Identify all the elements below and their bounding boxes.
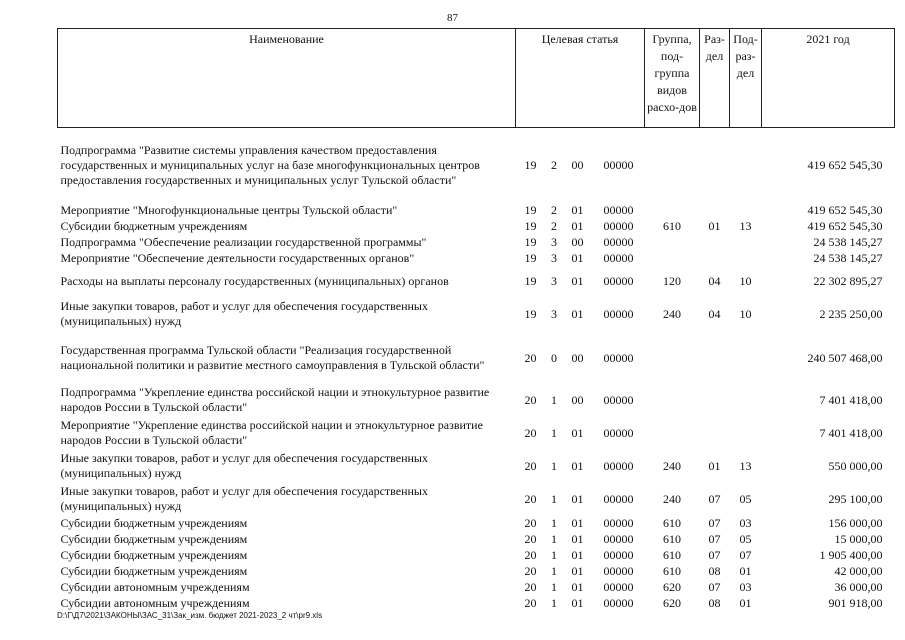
table-row (58, 333, 895, 384)
section-code: 07 (708, 491, 721, 506)
target-measure-code: 01 (571, 251, 584, 265)
amount-2021: 22 302 895,27 (813, 273, 883, 288)
target-subprogram-code: 3 (551, 235, 557, 249)
subsection-code: 03 (739, 516, 752, 530)
target-program-code: 20 (524, 564, 537, 578)
row-name: Субсидии автономным учреждениям (60, 580, 250, 594)
target-direction-code: 00000 (603, 392, 634, 407)
row-name: Иные закупки товаров, работ и услуг для обеспечения государственных (муниципальных) нужд (60, 451, 428, 480)
subsection-code (730, 251, 762, 267)
amount-2021: 295 100,00 (828, 491, 883, 506)
target-direction-code: 00000 (603, 157, 634, 172)
amount-2021: 419 652 545,30 (807, 203, 883, 217)
target-measure-code: 00 (571, 235, 584, 249)
page-number: 87 (447, 12, 458, 24)
row-name: Субсидии бюджетным учреждениям (60, 564, 248, 578)
target-subprogram-code: 1 (551, 548, 557, 562)
amount-2021: 156 000,00 (828, 516, 883, 530)
amount-2021: 7 401 418,00 (819, 392, 883, 407)
target-subprogram-code: 1 (551, 532, 557, 546)
target-subprogram-code: 2 (551, 157, 557, 172)
table-row (58, 596, 895, 612)
section-code (700, 384, 730, 417)
subsection-code: 13 (739, 219, 752, 233)
target-measure-code: 01 (571, 564, 584, 578)
subsection-code (730, 417, 762, 450)
target-direction-code: 00000 (603, 548, 634, 562)
subsection-code: 05 (739, 532, 752, 546)
target-direction-code: 00000 (603, 458, 634, 473)
amount-2021: 15 000,00 (834, 532, 883, 546)
target-program-code: 19 (524, 273, 537, 288)
amount-2021: 7 401 418,00 (819, 425, 883, 440)
amount-2021: 240 507 468,00 (807, 350, 883, 365)
target-direction-code: 00000 (603, 251, 634, 265)
row-name: Подпрограмма "Обеспечение реализации государственной программы" (60, 235, 427, 249)
table-row (58, 384, 895, 417)
section-code: 08 (708, 596, 721, 610)
expense-group-code: 240 (663, 458, 682, 473)
target-program-code: 20 (524, 392, 537, 407)
expense-group-code (645, 333, 700, 384)
amount-2021: 419 652 545,30 (807, 219, 883, 233)
target-program-code: 20 (524, 532, 537, 546)
section-code: 01 (708, 219, 721, 233)
section-code (700, 235, 730, 251)
target-measure-code: 00 (571, 350, 584, 365)
subsection-code: 10 (739, 273, 752, 288)
target-measure-code: 01 (571, 425, 584, 440)
subsection-code: 03 (739, 580, 752, 594)
target-program-code: 20 (524, 350, 537, 365)
table-row (58, 450, 895, 483)
table-row (58, 251, 895, 267)
table-row (58, 417, 895, 450)
row-name: Субсидии бюджетным учреждениям (60, 548, 248, 562)
target-direction-code: 00000 (603, 235, 634, 249)
row-name: Иные закупки товаров, работ и услуг для обеспечения государственных (муниципальных) нужд (60, 299, 428, 328)
table-row (58, 203, 895, 219)
row-name: Субсидии бюджетным учреждениям (60, 219, 248, 233)
subsection-code (730, 235, 762, 251)
target-direction-code: 00000 (603, 596, 634, 610)
table-row (58, 580, 895, 596)
row-name: Подпрограмма "Укрепление единства российской нации и этнокультурное развитие народов России в Тульской области" (60, 385, 490, 414)
expense-group-code: 240 (663, 306, 682, 321)
target-subprogram-code: 1 (551, 458, 557, 473)
target-measure-code: 01 (571, 516, 584, 530)
section-code: 07 (708, 548, 721, 562)
target-direction-code: 00000 (603, 491, 634, 506)
expense-group-code (645, 417, 700, 450)
expense-group-code: 120 (663, 273, 682, 288)
row-name: Мероприятие "Укрепление единства российской нации и этнокультурное развитие народов России в Тульской области" (60, 418, 483, 447)
table-header-row (58, 29, 895, 128)
row-name: Подпрограмма "Развитие системы управления качеством предоставления государственных и муниципальных услуг на базе многофункциональных центров предоставления государственных и муниципальных услуг Тульской области" (60, 142, 480, 187)
subsection-code: 10 (739, 306, 752, 321)
target-measure-code: 01 (571, 219, 584, 233)
expense-group-code (645, 384, 700, 417)
section-code (700, 203, 730, 219)
row-name: Расходы на выплаты персоналу государственных (муниципальных) органов (60, 273, 449, 288)
header-name: Наименование (58, 29, 516, 128)
target-measure-code: 01 (571, 491, 584, 506)
subsection-code (730, 333, 762, 384)
budget-table (57, 28, 895, 612)
target-direction-code: 00000 (603, 516, 634, 530)
row-name: Субсидии бюджетным учреждениям (60, 516, 248, 530)
target-subprogram-code: 1 (551, 516, 557, 530)
target-program-code: 20 (524, 425, 537, 440)
target-subprogram-code: 1 (551, 491, 557, 506)
expense-group-code: 610 (663, 548, 682, 562)
target-subprogram-code: 1 (551, 564, 557, 578)
target-program-code: 20 (524, 458, 537, 473)
subsection-code: 05 (739, 491, 752, 506)
target-subprogram-code: 3 (551, 251, 557, 265)
target-subprogram-code: 3 (551, 306, 557, 321)
table-row (58, 532, 895, 548)
target-program-code: 19 (524, 251, 537, 265)
target-program-code: 19 (524, 157, 537, 172)
target-program-code: 20 (524, 596, 537, 610)
target-measure-code: 00 (571, 157, 584, 172)
target-subprogram-code: 1 (551, 425, 557, 440)
target-direction-code: 00000 (603, 425, 634, 440)
section-code (700, 333, 730, 384)
target-direction-code: 00000 (603, 532, 634, 546)
expense-group-code (645, 203, 700, 219)
target-measure-code: 01 (571, 273, 584, 288)
amount-2021: 2 235 250,00 (819, 306, 883, 321)
amount-2021: 24 538 145,27 (813, 235, 883, 249)
section-code: 07 (708, 532, 721, 546)
target-direction-code: 00000 (603, 306, 634, 321)
target-program-code: 19 (524, 203, 537, 217)
expense-group-code: 620 (663, 596, 682, 610)
target-subprogram-code: 1 (551, 580, 557, 594)
amount-2021: 901 918,00 (828, 596, 883, 610)
header-section: Раз-дел (700, 29, 730, 128)
table-row (58, 564, 895, 580)
file-path-footer: D:\Г\Д7\2021\ЗАКОНЫ\ЗАС_31\Зак_изм. бюджет 2021-2023_2 чт\pr9.xls (57, 611, 323, 620)
target-program-code: 20 (524, 580, 537, 594)
subsection-code: 01 (739, 596, 752, 610)
row-name: Субсидии бюджетным учреждениям (60, 532, 248, 546)
subsection-code (730, 384, 762, 417)
table-row (58, 483, 895, 516)
target-subprogram-code: 1 (551, 596, 557, 610)
target-program-code: 20 (524, 516, 537, 530)
row-name: Государственная программа Тульской области "Реализация государственной национальной политики и развитие местного самоуправления в Тульской области" (60, 343, 485, 372)
row-name: Мероприятие "Многофункциональные центры Тульской области" (60, 203, 398, 217)
target-direction-code: 00000 (603, 350, 634, 365)
subsection-code: 13 (739, 458, 752, 473)
table-row (58, 235, 895, 251)
header-year: 2021 год (762, 29, 895, 128)
target-program-code: 20 (524, 491, 537, 506)
target-subprogram-code: 2 (551, 203, 557, 217)
target-measure-code: 01 (571, 306, 584, 321)
table-row (58, 219, 895, 235)
subsection-code: 07 (739, 548, 752, 562)
target-subprogram-code: 1 (551, 392, 557, 407)
header-expense-group: Группа, под-группа видов расхо-дов (645, 29, 700, 128)
section-code: 08 (708, 564, 721, 578)
subsection-code (730, 203, 762, 219)
expense-group-code: 610 (663, 219, 682, 233)
target-subprogram-code: 3 (551, 273, 557, 288)
expense-group-code: 610 (663, 516, 682, 530)
target-subprogram-code: 0 (551, 350, 557, 365)
expense-group-code: 620 (663, 580, 682, 594)
amount-2021: 1 905 400,00 (819, 548, 883, 562)
target-measure-code: 01 (571, 548, 584, 562)
table-row (58, 516, 895, 532)
target-measure-code: 01 (571, 580, 584, 594)
target-direction-code: 00000 (603, 203, 634, 217)
expense-group-code (645, 251, 700, 267)
header-target-article: Целевая статья (516, 29, 645, 128)
target-direction-code: 00000 (603, 219, 634, 233)
expense-group-code (645, 128, 700, 203)
expense-group-code: 610 (663, 532, 682, 546)
target-measure-code: 00 (571, 392, 584, 407)
row-name: Иные закупки товаров, работ и услуг для обеспечения государственных (муниципальных) нужд (60, 484, 428, 513)
section-code: 01 (708, 458, 721, 473)
target-direction-code: 00000 (603, 580, 634, 594)
subsection-code (730, 128, 762, 203)
target-program-code: 19 (524, 306, 537, 321)
target-subprogram-code: 2 (551, 219, 557, 233)
expense-group-code: 240 (663, 491, 682, 506)
section-code: 07 (708, 516, 721, 530)
section-code (700, 417, 730, 450)
section-code (700, 128, 730, 203)
target-measure-code: 01 (571, 458, 584, 473)
target-direction-code: 00000 (603, 564, 634, 578)
section-code: 04 (708, 273, 721, 288)
target-measure-code: 01 (571, 596, 584, 610)
table-row (58, 296, 895, 333)
expense-group-code: 610 (663, 564, 682, 578)
subsection-code: 01 (739, 564, 752, 578)
target-program-code: 19 (524, 235, 537, 249)
target-measure-code: 01 (571, 203, 584, 217)
amount-2021: 419 652 545,30 (807, 157, 883, 172)
target-program-code: 19 (524, 219, 537, 233)
amount-2021: 36 000,00 (834, 580, 883, 594)
table-body (58, 128, 895, 612)
target-measure-code: 01 (571, 532, 584, 546)
row-name: Мероприятие "Обеспечение деятельности государственных органов" (60, 251, 415, 265)
section-code (700, 251, 730, 267)
header-subsection: Под-раз-дел (730, 29, 762, 128)
amount-2021: 550 000,00 (828, 458, 883, 473)
target-program-code: 20 (524, 548, 537, 562)
section-code: 04 (708, 306, 721, 321)
table-row (58, 548, 895, 564)
target-direction-code: 00000 (603, 273, 634, 288)
row-name: Субсидии автономным учреждениям (60, 596, 250, 610)
amount-2021: 42 000,00 (834, 564, 883, 578)
section-code: 07 (708, 580, 721, 594)
amount-2021: 24 538 145,27 (813, 251, 883, 265)
table-row (58, 128, 895, 203)
table-row (58, 267, 895, 296)
expense-group-code (645, 235, 700, 251)
